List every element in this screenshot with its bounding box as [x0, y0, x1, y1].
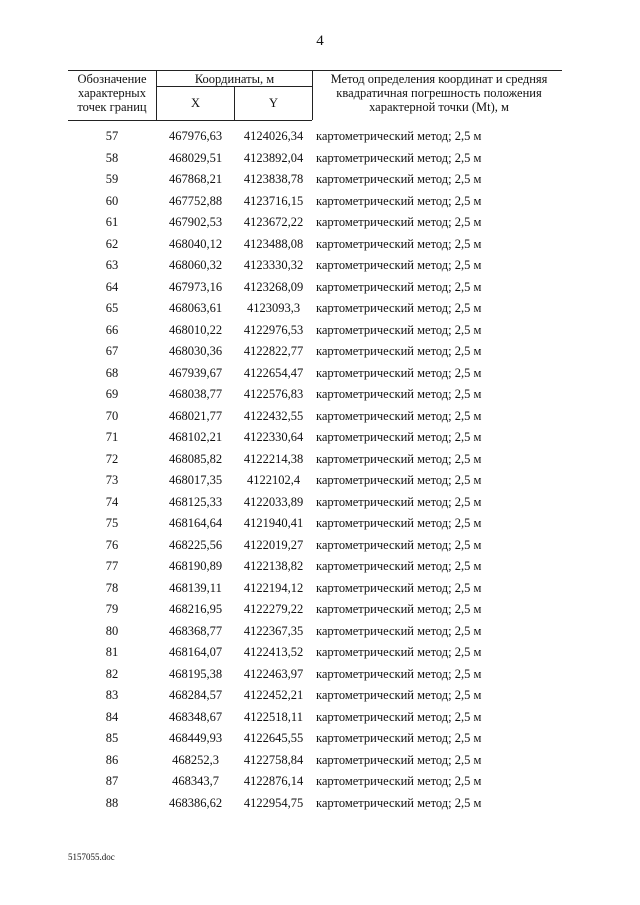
- method-cell: картометрический метод; 2,5 м: [316, 430, 482, 444]
- coord-y: 4122758,84: [243, 752, 304, 767]
- coord-x: 467973,16: [168, 279, 223, 294]
- method-cell: картометрический метод; 2,5 м: [316, 623, 482, 638]
- method-cell: картометрический метод; 2,5 м: [316, 752, 482, 767]
- coord-y: 4122976,53: [243, 322, 304, 337]
- coord-y: 4122518,11: [244, 709, 303, 724]
- coord-x: 468010,22: [168, 322, 223, 337]
- coord-y: 4122279,22: [243, 602, 304, 616]
- coord-x: 468029,51: [168, 150, 223, 165]
- page-number: 4: [316, 33, 324, 49]
- method-cell: картометрический метод; 2,5 м: [316, 150, 482, 165]
- coord-y: 4123330,32: [243, 258, 304, 272]
- method-cell: картометрический метод; 2,5 м: [316, 494, 482, 509]
- method-cell: картометрический метод; 2,5 м: [316, 279, 482, 294]
- table-row: [0, 255, 640, 277]
- coord-x: 468343,7: [172, 774, 219, 788]
- table-row: [0, 169, 640, 191]
- table-row: [0, 771, 640, 793]
- coord-y: 4124026,34: [243, 129, 304, 143]
- table-row: [0, 449, 640, 471]
- method-cell: картометрический метод; 2,5 м: [316, 236, 482, 251]
- table-row: [0, 728, 640, 750]
- method-cell: картометрический метод; 2,5 м: [316, 516, 482, 530]
- table-row: [0, 750, 640, 772]
- coord-y: 4121940,41: [243, 516, 304, 530]
- coord-x: 467939,67: [168, 365, 223, 380]
- table-row: [0, 363, 640, 385]
- coord-y: 4122645,55: [243, 731, 304, 745]
- method-cell: картометрический метод; 2,5 м: [316, 301, 482, 315]
- coord-y: 4122367,35: [243, 623, 304, 638]
- method-cell: картометрический метод; 2,5 м: [316, 408, 482, 423]
- point-number: 77: [105, 559, 119, 573]
- point-number: 80: [105, 623, 119, 638]
- coord-x: 468021,77: [168, 408, 223, 423]
- table-row: [0, 470, 640, 492]
- table-row: [0, 793, 640, 815]
- table-body: [0, 126, 640, 814]
- point-number: 88: [105, 795, 119, 810]
- coord-y: 4122463,97: [243, 666, 304, 681]
- method-cell: картометрический метод; 2,5 м: [316, 322, 482, 337]
- header-coordinates: Координаты, м: [194, 72, 275, 86]
- point-number: 73: [105, 473, 119, 487]
- table-row: [0, 427, 640, 449]
- coord-y: 4122654,47: [243, 365, 304, 380]
- table-row: [0, 277, 640, 299]
- coord-x: 468040,12: [168, 236, 223, 251]
- point-number: 87: [105, 774, 119, 788]
- coord-x: 468125,33: [168, 494, 223, 509]
- method-cell: картометрический метод; 2,5 м: [316, 258, 482, 272]
- method-cell: картометрический метод; 2,5 м: [316, 795, 482, 810]
- coord-x: 468017,35: [168, 473, 223, 487]
- coord-y: 4123672,22: [243, 215, 304, 229]
- point-number: 69: [105, 387, 119, 401]
- coord-x: 468102,21: [168, 430, 223, 444]
- coord-x: 468038,77: [168, 387, 223, 401]
- table-row: [0, 406, 640, 428]
- point-number: 86: [105, 752, 119, 767]
- coord-y: 4122432,55: [243, 408, 304, 423]
- method-cell: картометрический метод; 2,5 м: [316, 602, 482, 616]
- table-row: [0, 191, 640, 213]
- coord-y: 4122413,52: [243, 645, 304, 659]
- table-row: [0, 341, 640, 363]
- table-row: [0, 212, 640, 234]
- point-number: 76: [105, 537, 119, 552]
- coord-x: 468190,89: [168, 559, 223, 573]
- table-row: [0, 599, 640, 621]
- method-cell: картометрический метод; 2,5 м: [316, 215, 482, 229]
- coord-y: 4123838,78: [243, 172, 304, 186]
- method-cell: картометрический метод; 2,5 м: [316, 473, 482, 487]
- table-row: [0, 556, 640, 578]
- point-number: 68: [105, 365, 119, 380]
- coord-y: 4123488,08: [243, 236, 304, 251]
- header-x: X: [190, 96, 201, 110]
- point-number: 61: [105, 215, 119, 229]
- coord-x: 468085,82: [168, 451, 223, 466]
- table-row: [0, 234, 640, 256]
- coord-y: 4122214,38: [243, 451, 304, 466]
- coord-y: 4122330,64: [243, 430, 304, 444]
- point-number: 71: [105, 430, 119, 444]
- method-cell: картометрический метод; 2,5 м: [316, 559, 482, 573]
- point-number: 58: [105, 150, 119, 165]
- method-cell: картометрический метод; 2,5 м: [316, 688, 482, 702]
- coord-y: 4123716,15: [243, 193, 304, 208]
- coord-x: 468139,11: [169, 580, 222, 595]
- table-row: [0, 384, 640, 406]
- table-row: [0, 513, 640, 535]
- method-cell: картометрический метод; 2,5 м: [316, 344, 482, 358]
- point-number: 59: [105, 172, 119, 186]
- point-number: 70: [105, 408, 119, 423]
- method-cell: картометрический метод; 2,5 м: [316, 580, 482, 595]
- point-number: 81: [105, 645, 119, 659]
- point-number: 74: [105, 494, 119, 509]
- coord-x: 468225,56: [168, 537, 223, 552]
- header-bottom-border: [68, 120, 312, 121]
- coord-x: 467752,88: [168, 193, 223, 208]
- method-cell: картометрический метод; 2,5 м: [316, 387, 482, 401]
- point-number: 83: [105, 688, 119, 702]
- coord-x: 468060,32: [168, 258, 223, 272]
- coord-x: 468449,93: [168, 731, 223, 745]
- coord-x: 467902,53: [168, 215, 223, 229]
- coord-y: 4123093,3: [246, 301, 301, 315]
- method-cell: картометрический метод; 2,5 м: [316, 451, 482, 466]
- coord-x: 468063,61: [168, 301, 223, 315]
- point-number: 72: [105, 451, 119, 466]
- coord-y: 4122138,82: [243, 559, 304, 573]
- point-number: 64: [105, 279, 119, 294]
- coord-y: 4122954,75: [243, 795, 304, 810]
- coord-x: 468284,57: [168, 688, 223, 702]
- header-top-border: [68, 70, 562, 71]
- header-y: Y: [268, 96, 279, 110]
- coord-x: 468030,36: [168, 344, 223, 358]
- table-row: [0, 642, 640, 664]
- method-cell: картометрический метод; 2,5 м: [316, 129, 482, 143]
- table-row: [0, 621, 640, 643]
- point-number: 79: [105, 602, 119, 616]
- method-cell: картометрический метод; 2,5 м: [316, 193, 482, 208]
- table-row: [0, 148, 640, 170]
- coord-x: 468195,38: [168, 666, 223, 681]
- coord-y: 4122194,12: [243, 580, 304, 595]
- method-cell: картометрический метод; 2,5 м: [316, 172, 482, 186]
- coord-y: 4123892,04: [243, 150, 304, 165]
- point-number: 75: [105, 516, 119, 530]
- coord-x: 467976,63: [168, 129, 223, 143]
- coord-x: 468216,95: [168, 602, 223, 616]
- table-row: [0, 685, 640, 707]
- point-number: 67: [105, 344, 119, 358]
- coord-y: 4122019,27: [243, 537, 304, 552]
- table-row: [0, 492, 640, 514]
- coord-y: 4122033,89: [243, 494, 304, 509]
- method-cell: картометрический метод; 2,5 м: [316, 731, 482, 745]
- point-number: 84: [105, 709, 119, 724]
- coord-y: 4122452,21: [243, 688, 304, 702]
- point-number: 78: [105, 580, 119, 595]
- table-row: [0, 126, 640, 148]
- method-cell: картометрический метод; 2,5 м: [316, 645, 482, 659]
- coord-y: 4122876,14: [243, 774, 304, 788]
- table-row: [0, 707, 640, 729]
- header-method: Метод определения координат и средняя квадратичная погрешность положения характерной точки (Mt), м: [330, 72, 548, 114]
- method-cell: картометрический метод; 2,5 м: [316, 666, 482, 681]
- table-row: [0, 535, 640, 557]
- coord-x: 468386,62: [168, 795, 223, 810]
- table-row: [0, 320, 640, 342]
- method-cell: картометрический метод; 2,5 м: [316, 365, 482, 380]
- point-number: 85: [105, 731, 119, 745]
- point-number: 57: [105, 129, 119, 143]
- point-number: 62: [105, 236, 119, 251]
- method-cell: картометрический метод; 2,5 м: [316, 774, 482, 788]
- point-number: 66: [105, 322, 119, 337]
- method-cell: картометрический метод; 2,5 м: [316, 537, 482, 552]
- point-number: 60: [105, 193, 119, 208]
- coord-x: 468252,3: [172, 752, 219, 767]
- header-point-designation: Обозначение характерных точек границ: [77, 72, 147, 114]
- method-cell: картометрический метод; 2,5 м: [316, 709, 482, 724]
- table-row: [0, 578, 640, 600]
- footer-doc-id: 5157055.doc: [68, 852, 115, 862]
- coord-y: 4122102,4: [246, 473, 301, 487]
- point-number: 63: [105, 258, 119, 272]
- header-divider-3: [312, 70, 313, 120]
- coord-x: 468164,07: [168, 645, 223, 659]
- coord-y: 4122576,83: [243, 387, 304, 401]
- coord-y: 4123268,09: [243, 279, 304, 294]
- coord-x: 468348,67: [168, 709, 223, 724]
- point-number: 82: [105, 666, 119, 681]
- table-row: [0, 298, 640, 320]
- point-number: 65: [105, 301, 119, 315]
- table-row: [0, 664, 640, 686]
- coord-x: 468368,77: [168, 623, 223, 638]
- coord-y: 4122822,77: [243, 344, 304, 358]
- coord-x: 467868,21: [168, 172, 223, 186]
- coord-x: 468164,64: [168, 516, 223, 530]
